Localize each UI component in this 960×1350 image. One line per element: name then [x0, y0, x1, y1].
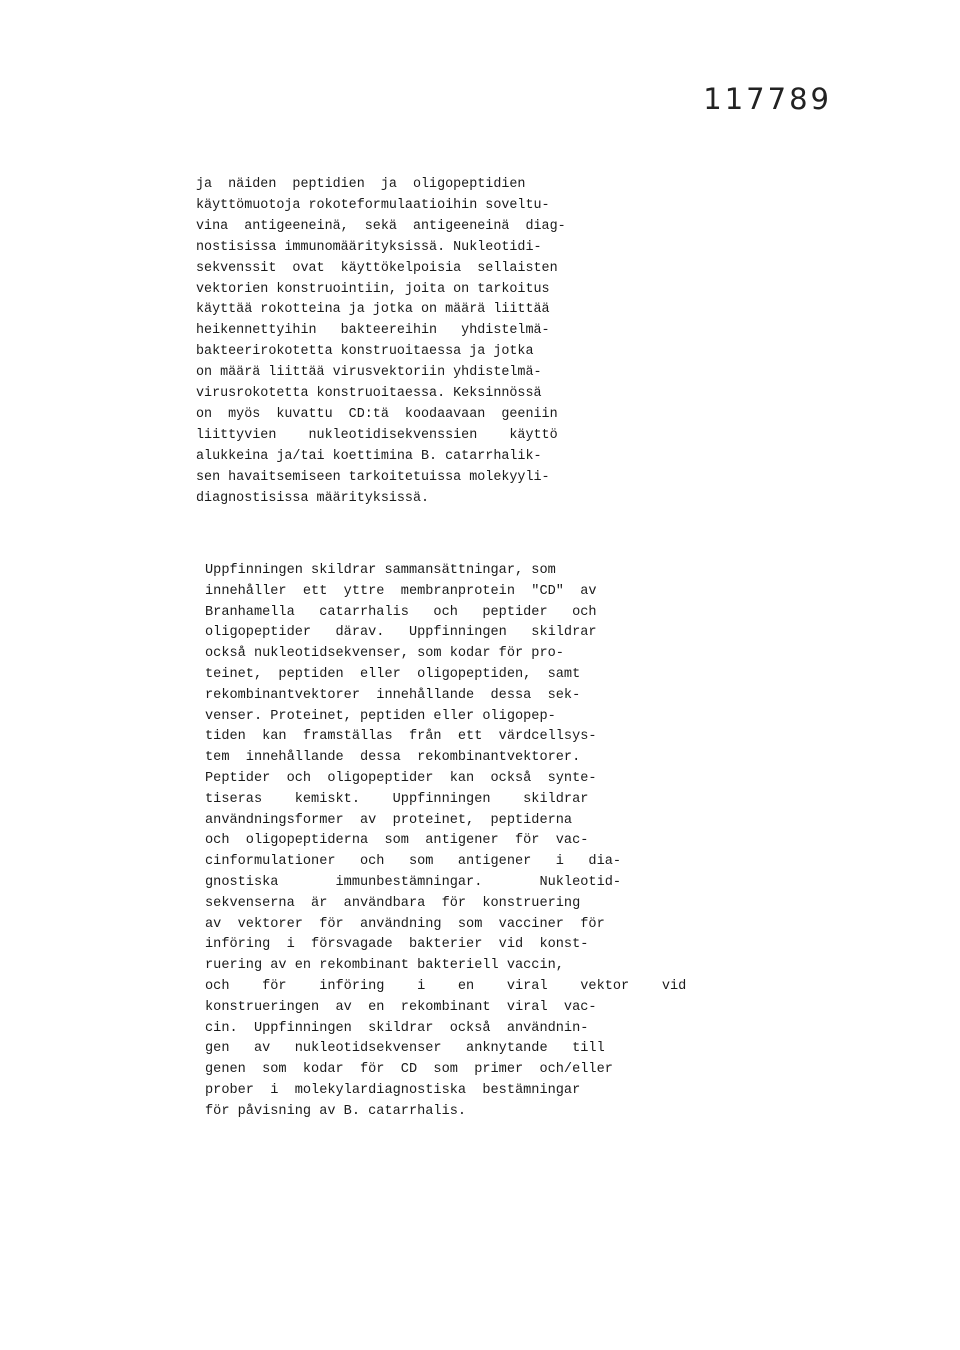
text-line: virusrokotetta konstruoitaessa. Keksinnössä — [196, 386, 542, 402]
text-line: teinet, peptiden eller oligopeptiden, samt — [205, 666, 581, 682]
text-line: bakteerirokotetta konstruoitaessa ja jotka — [196, 344, 534, 360]
text-line: Branhamella catarrhalis och peptider och — [205, 604, 597, 620]
finnish-paragraph — [196, 175, 566, 510]
text-line: Peptider och oligopeptider kan också synte- — [205, 770, 597, 786]
text-line: införing i försvagade bakterier vid konst- — [205, 937, 589, 953]
text-line: on määrä liittää virusvektoriin yhdistelmä- — [196, 365, 542, 381]
text-line: också nukleotidsekvenser, som kodar för pro- — [205, 646, 564, 662]
page-number: 117789 — [703, 82, 832, 116]
text-line: venser. Proteinet, peptiden eller oligopep- — [205, 708, 556, 724]
text-line: vina antigeeneinä, sekä antigeeneinä diag- — [196, 218, 566, 234]
text-line: och för införing i en viral vektor vid — [205, 978, 687, 994]
text-line: käyttömuotoja rokoteformulaatioihin soveltu- — [196, 197, 550, 213]
text-line: ja näiden peptidien ja oligopeptidien — [196, 177, 526, 192]
text-line: tem innehållande dessa rekombinantvektorer. — [205, 750, 581, 766]
text-line: rekombinantvektorer innehållande dessa sek- — [205, 687, 581, 703]
text-line: prober i molekylardiagnostiska bestämningar — [205, 1082, 581, 1098]
text-line: sekvenssit ovat käyttökelpoisia sellaisten — [196, 260, 558, 276]
text-line: gen av nukleotidsekvenser anknytande till — [205, 1041, 605, 1057]
text-line: nostisissa immunomäärityksissä. Nukleotidi- — [196, 239, 542, 255]
text-line: käyttää rokotteina ja jotka on määrä liittää — [196, 302, 550, 318]
swedish-paragraph — [205, 561, 686, 1123]
text-line: alukkeina ja/tai koettimina B. catarrhalik- — [196, 448, 542, 464]
text-line: konstrueringen av en rekombinant viral vac- — [205, 999, 597, 1015]
text-line: för påvisning av B. catarrhalis. — [205, 1103, 467, 1119]
text-line: cin. Uppfinningen skildrar också användnin- — [205, 1020, 589, 1036]
text-line: sekvenserna är användbara för konstruering — [205, 895, 581, 911]
text-line: gnostiska immunbestämningar. Nukleotid- — [205, 874, 622, 890]
text-line: innehåller ett yttre membranprotein "CD" av — [205, 583, 597, 599]
text-line: tiseras kemiskt. Uppfinningen skildrar — [205, 791, 589, 807]
text-line: cinformulationer och som antigener i dia- — [205, 854, 622, 870]
text-line: och oligopeptiderna som antigener för vac- — [205, 833, 589, 849]
text-line: sen havaitsemiseen tarkoitetuissa molekyyli- — [196, 469, 550, 485]
text-line: användningsformer av proteinet, peptiderna — [205, 812, 573, 828]
text-line: oligopeptider därav. Uppfinningen skildrar — [205, 625, 597, 641]
text-line: genen som kodar för CD som primer och/eller — [205, 1062, 613, 1078]
text-line: on myös kuvattu CD:tä koodaavaan geeniin — [196, 406, 558, 422]
text-line: Uppfinningen skildrar sammansättningar, som — [205, 563, 556, 578]
text-line: av vektorer för användning som vacciner för — [205, 916, 605, 932]
text-line: vektorien konstruointiin, joita on tarkoitus — [196, 281, 550, 297]
text-line: diagnostisissa määrityksissä. — [196, 490, 430, 506]
text-line: heikennettyihin bakteereihin yhdistelmä- — [196, 323, 550, 339]
text-line: tiden kan framställas från ett värdcellsys- — [205, 729, 597, 745]
text-line: liittyvien nukleotidisekvenssien käyttö — [196, 427, 558, 443]
text-line: ruering av en rekombinant bakteriell vaccin, — [205, 958, 564, 974]
